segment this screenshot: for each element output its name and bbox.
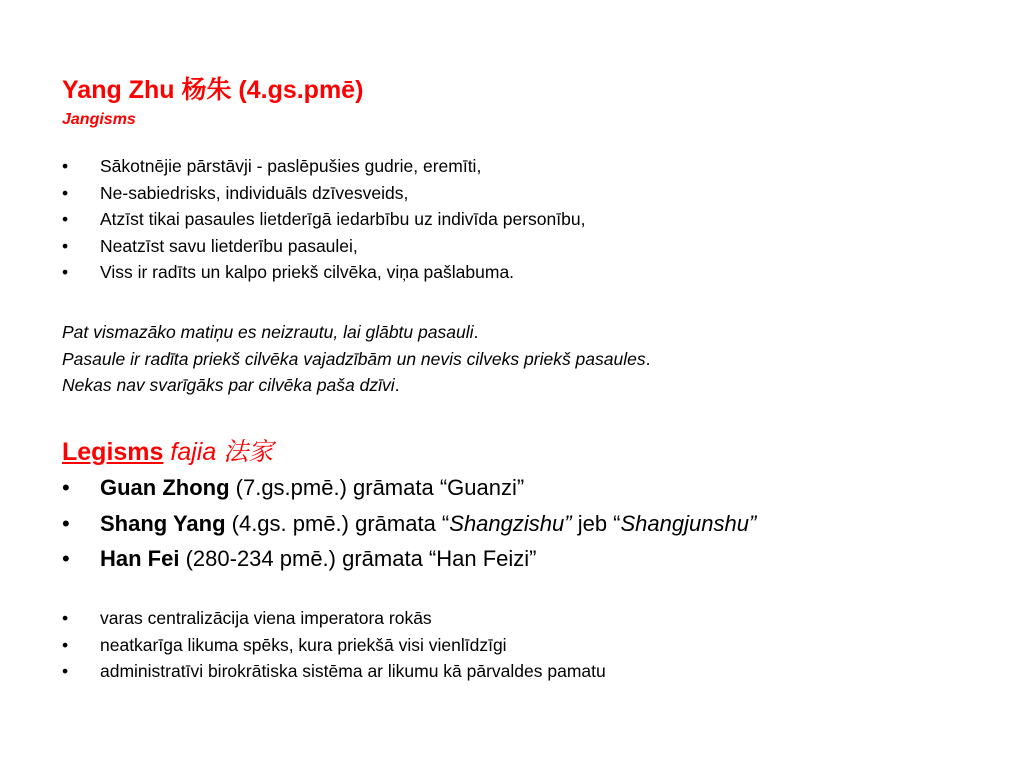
quotes-block	[62, 321, 650, 401]
list-item-text: varas centralizācija viena imperatora rokās	[100, 608, 432, 628]
bullet-icon: •	[62, 235, 69, 256]
bullet-icon: •	[62, 182, 69, 203]
quote-end: .	[645, 348, 651, 369]
quote-text: Pasaule ir radīta priekš cilvēka vajadzībām un nevis cilveks priekš pasaules	[62, 348, 646, 369]
list-item-text	[100, 510, 756, 538]
author-details-mid: jeb “	[571, 510, 621, 536]
quote-text: Nekas nav svarīgāks par cilvēka paša dzīvi	[62, 375, 395, 395]
list-item-text: Neatzīst savu lietderību pasaulei,	[100, 235, 358, 256]
list-item-text: Atzīst tikai pasaules lietderīgā iedarbību uz indivīda personību,	[100, 209, 586, 229]
bullet-icon: •	[62, 262, 69, 282]
list-item-text	[100, 474, 524, 502]
list-item-text: administratīvi birokrātiska sistēma ar likumu kā pārvaldes pamatu	[100, 661, 606, 681]
slide-title: Yang Zhu 杨朱 (4.gs.pmē)	[62, 76, 364, 104]
bullet-icon: •	[62, 608, 69, 628]
author-name: Shang Yang	[100, 510, 226, 536]
bullet-icon: •	[62, 510, 70, 536]
quote-end: .	[473, 322, 479, 342]
bullet-icon: •	[62, 634, 69, 655]
author-name: Han Fei	[100, 546, 180, 571]
list-item-text	[100, 545, 537, 573]
quote-end: .	[394, 375, 400, 395]
bullet-icon: •	[62, 661, 69, 681]
book-title: Shangzishu”	[449, 510, 572, 536]
author-name: Guan Zhong	[100, 475, 230, 500]
list-item-text: Sākotnējie pārstāvji - paslēpušies gudrie, eremīti,	[100, 156, 482, 176]
legisms-subtitle: fajia 法家	[170, 438, 274, 466]
quote-text: Pat vismazāko matiņu es neizrautu, lai glābtu pasauli	[62, 322, 474, 342]
author-details: (280-234 pmē.) grāmata “Han Feizi”	[179, 546, 537, 571]
legisms-title: Legisms	[62, 438, 164, 466]
slide-subtitle: Jangisms	[62, 111, 136, 128]
list-item-text: Ne-sabiedrisks, individuāls dzīvesveids,	[100, 182, 409, 203]
list-item-text: neatkarīga likuma spēks, kura priekšā visi vienlīdzīgi	[100, 634, 507, 655]
quote-line	[62, 321, 650, 348]
list-item-text: Viss ir radīts un kalpo priekš cilvēka, viņa pašlabuma.	[100, 262, 515, 282]
quote-line	[62, 348, 650, 375]
bullet-icon: •	[62, 475, 70, 500]
bullet-icon: •	[62, 209, 69, 229]
quote-line	[62, 374, 650, 401]
author-details: (4.gs. pmē.) grāmata “	[225, 510, 450, 536]
legisms-heading	[62, 432, 273, 468]
author-details: (7.gs.pmē.) grāmata “Guanzi”	[229, 475, 525, 500]
bullet-icon: •	[62, 156, 69, 176]
bullet-icon: •	[62, 546, 70, 571]
book-title: Shangjunshu”	[620, 510, 757, 536]
